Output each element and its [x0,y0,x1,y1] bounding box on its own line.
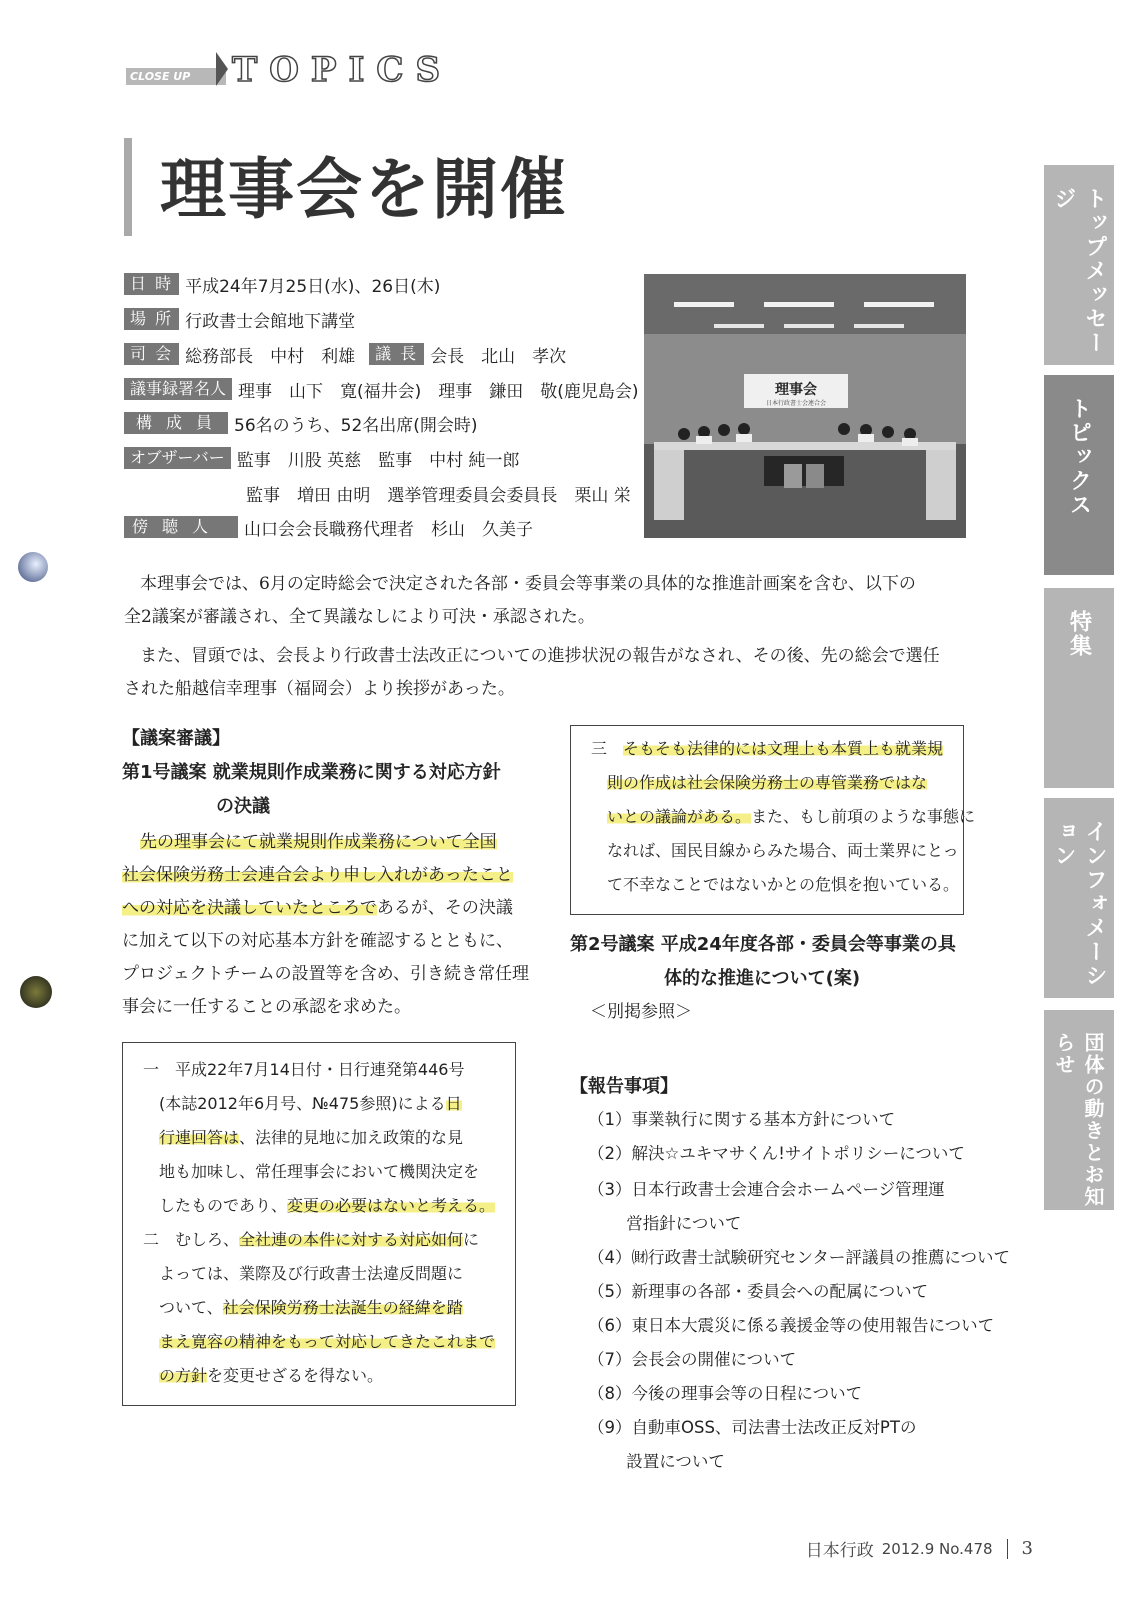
info-value: 監事 増田 由明 選挙管理委員会委員長 栗山 栄 [246,485,631,506]
report-item: （5）新理事の各部・委員会への配属について [588,1282,929,1301]
info-row-moderator [124,342,566,366]
box-text: て不幸なことではないかとの危惧を抱いている。 [591,875,960,894]
info-row-observers [124,446,520,470]
box-line [143,1189,515,1223]
agenda-item2-title: 第2号議案 平成24年度各部・委員会等事業の具 [570,934,956,955]
highlighted-text: 全社連の本件に対する対応如何 [239,1230,464,1249]
highlighted-text: への対応を決議していたところで [122,898,377,918]
box-text [143,1128,159,1147]
info-label: 構成員 [124,412,228,434]
highlighted-text: まえ寛容の精神をもって対応してきたこれまで [159,1332,496,1351]
info-label: 日 時 [124,273,179,295]
highlighted-text: 日 [445,1094,462,1113]
info-label: 議 長 [369,343,424,365]
report-item: （8）今後の理事会等の日程について [588,1384,863,1403]
box-text [143,1366,159,1385]
body-line [122,826,529,859]
report-item: （1）事業執行に関する基本方針について [588,1110,896,1129]
closeup-label: CLOSE UP [126,68,226,85]
tab-organization-news[interactable]: 団体の動きとお知らせ [1044,1010,1114,1210]
title-accent-bar [124,138,132,236]
box-line [591,800,976,834]
body-text: 事会に一任することの承認を求めた。 [122,997,411,1017]
info-value: 平成24年7月25日(水)、26日(木) [185,276,441,297]
intro-line: 本理事会では、6月の定時総会で決定された各部・委員会等事業の具体的な推進計画案を含む、以下の [140,574,916,594]
info-value: 監事 川股 英慈 監事 中村 純一郎 [236,450,520,471]
box-line [143,1053,515,1087]
highlighted-text: の方針 [159,1366,208,1385]
box-text: 三 [591,739,624,758]
body-text: プロジェクトチームの設置等を含め、引き続き常任理 [122,964,529,984]
intro-line: 全2議案が審議され、全て異議なしにより可決・承認された。 [124,607,595,627]
report-item: （4）㈶行政書士試験研究センター評議員の推薦について [588,1248,1011,1267]
highlighted-text: そもそも法律的には文理上も本質上も就業規 [623,739,944,758]
box-text: 地も加味し、常任理事会において機関決定を [143,1162,480,1181]
box-line [143,1155,515,1189]
info-value: 行政書士会館地下講堂 [185,311,356,332]
info-label: 傍聴人 [124,516,238,538]
agenda-item2-title-cont: 体的な推進について(案) [664,968,861,989]
box-line [143,1359,515,1393]
highlighted-text: 変更の必要はないと考える。 [287,1196,496,1215]
report-item: （9）自動車OSS、司法書士法改正反対PTの [588,1418,917,1437]
highlighted-text: 行連回答は [159,1128,240,1147]
info-row-signers [124,377,639,401]
body-line [122,925,529,958]
page-number: 3 [1021,1538,1033,1559]
box-text: また、もし前項のような事態に [751,807,976,826]
policy-box-2 [570,725,976,915]
box-text: ついて、 [143,1298,223,1317]
box-line [591,834,963,868]
box-line [143,1257,515,1291]
agenda-item1-body [122,826,529,1024]
box-line [591,732,963,766]
policy-box-1 [122,1042,516,1406]
highlighted-text: 社会保険労務士会連合会より申し入れがあったこと [122,865,513,885]
body-line [122,991,529,1024]
info-label: 場 所 [124,308,179,330]
box-line [143,1325,515,1359]
body-text: に加えて以下の対応基本方針を確認するとともに、 [122,931,513,951]
agenda-item2-note: ＜別掲参照＞ [590,1002,692,1022]
info-row-observers-2 [246,481,631,505]
tab-information[interactable]: インフォメーション [1044,798,1114,998]
info-label: オブザーバー [124,447,231,469]
punch-hole-mark [18,552,48,582]
footer-divider [1007,1539,1008,1559]
page-footer [806,1536,1033,1561]
box-line [143,1087,515,1121]
info-value: 総務部長 中村 利雄 [185,346,356,367]
box-text [143,1332,159,1351]
info-value: 会長 北山 孝次 [430,346,567,367]
report-item: （7）会長会の開催について [588,1350,797,1369]
box-text: なれば、国民目線からみた場合、両士業界にとっ [591,841,959,860]
box-line [591,868,963,902]
photo-banner-sub: 日本行政書士会連合会 [765,400,827,407]
report-item: 営指針について [588,1214,742,1233]
issue-number: 2012.9 No.478 [881,1539,993,1558]
report-item: 設置について [588,1452,725,1471]
policy-box-1-text [143,1053,515,1393]
tab-topics[interactable]: トピックス [1044,375,1114,575]
body-line [122,859,529,892]
body-line [122,892,529,925]
info-row-date [124,272,440,296]
box-text: 二 むしろ、 [143,1230,240,1249]
info-value: 山口会会長職務代理者 杉山 久美子 [244,519,533,540]
body-text: あるが、その決議 [376,898,513,918]
info-value: 56名のうち、52名出席(開会時) [234,415,478,436]
body-line [122,958,529,991]
box-text: よっては、業際及び行政書士法違反問題に [143,1264,464,1283]
magazine-name: 日本行政 [805,1541,874,1561]
info-row-place [124,307,355,331]
info-value: 理事 山下 寛(福井会) 理事 鎌田 敬(鹿児島会) [238,381,639,402]
box-text: 一 平成22年7月14日付・日行連発第446号 [143,1060,465,1079]
topics-header: TOPICS [232,50,453,90]
box-text: を変更せざるを得ない。 [207,1366,384,1385]
punch-hole-mark [20,976,52,1008]
highlighted-text: 先の理事会にて就業規則作成業務について全国 [140,832,497,852]
intro-line: された船越信幸理事（福岡会）より挨拶があった。 [124,679,515,699]
policy-box-2-text [591,732,976,902]
box-text: したものであり、 [143,1196,288,1215]
box-line [143,1291,515,1325]
box-line [143,1121,515,1155]
info-row-members [124,411,478,435]
tab-top-message[interactable]: トップメッセージ [1044,165,1114,365]
photo-banner-title: 理事会 [775,382,817,398]
highlighted-text: 則の作成は社会保険労務士の専管業務ではな [607,773,928,792]
info-label: 司 会 [124,343,179,365]
highlighted-text: 社会保険労務士法誕生の経緯を踏 [222,1298,463,1317]
box-line [143,1223,515,1257]
report-item: （2）解決☆ユキマサくん!サイトポリシーについて [588,1144,965,1163]
report-item: （6）東日本大震災に係る義援金等の使用報告について [588,1316,995,1335]
box-line [591,766,963,800]
intro-line: また、冒頭では、会長より行政書士法改正についての進捗状況の報告がなされ、その後、先の総会で選任 [140,646,940,666]
closeup-arrow-icon [216,52,228,86]
agenda-item1-title: 第1号議案 就業規則作成業務に関する対応方針 [122,762,501,783]
page-title: 理事会を開催 [160,150,568,228]
box-text: に [463,1230,480,1249]
agenda-heading: 【議案審議】 [122,728,230,749]
box-text: 、法律的見地に加え政策的な見 [239,1128,464,1147]
highlighted-text: いとの議論がある。 [607,807,752,826]
info-label: 議事録署名人 [124,378,232,400]
info-row-audience [124,515,533,539]
agenda-item1-title-cont: の決議 [216,796,270,817]
box-text: (本誌2012年6月号、№475参照)による [143,1094,446,1113]
box-text [591,807,607,826]
tab-special[interactable]: 特集 [1044,588,1114,788]
meeting-photo [644,274,966,538]
box-text [591,773,607,792]
report-item: （3）日本行政書士会連合会ホームページ管理運 [588,1180,945,1199]
reports-heading: 【報告事項】 [570,1076,678,1097]
